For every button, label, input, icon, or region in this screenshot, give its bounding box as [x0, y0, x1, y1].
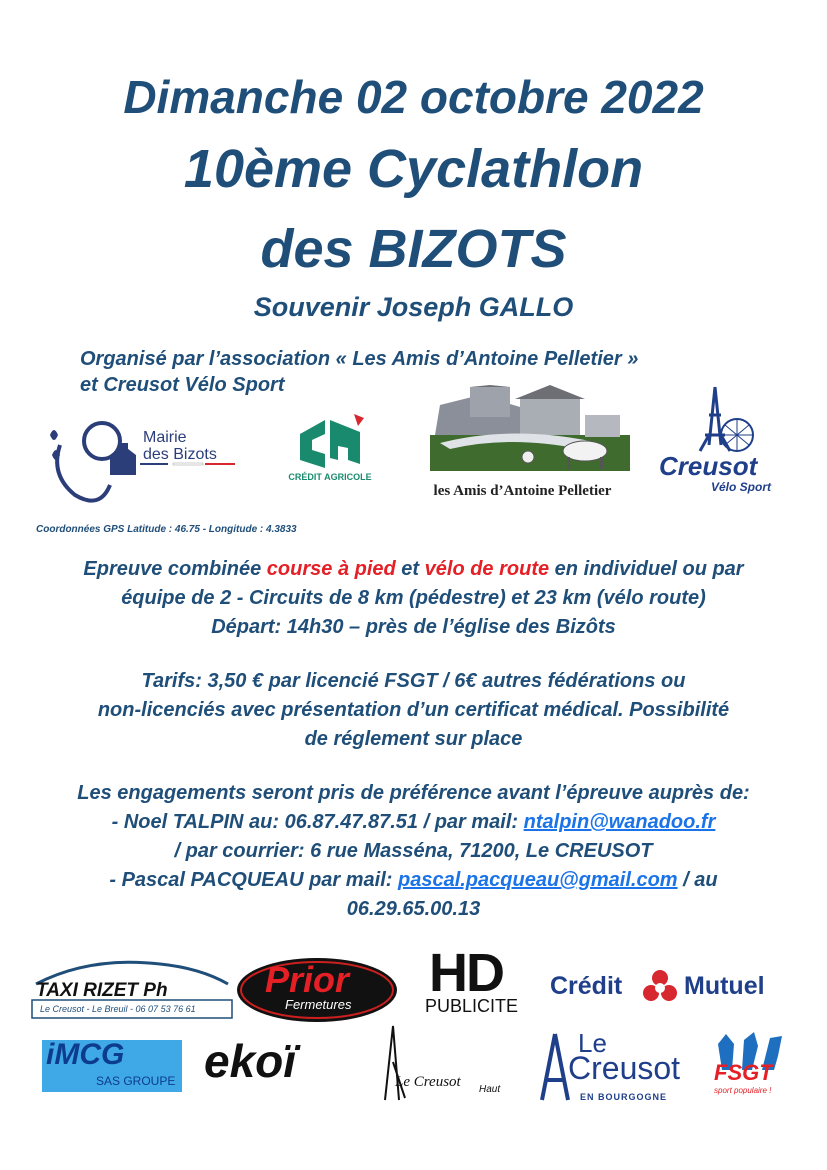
- ekoi-logo: [200, 1035, 360, 1090]
- amis-pelletier-label: les Amis d’Antoine Pelletier: [433, 483, 612, 499]
- credit-mutuel-label-a: Crédit: [550, 972, 623, 1000]
- le-creusot-haut-logo: [375, 1022, 505, 1102]
- engagements-line4: [0, 866, 827, 895]
- eiffel-tower-icon: [655, 385, 775, 455]
- prior-fermetures-logo: [235, 955, 400, 1025]
- event-title-line2: des BIZOTS: [260, 219, 567, 279]
- credit-agricole-label: CRÉDIT AGRICOLE: [288, 472, 372, 482]
- mairie-logo-line1: Mairie: [143, 429, 187, 446]
- le-creusot-name: Creusot: [568, 1050, 681, 1086]
- mairie-bizots-logo: [40, 415, 260, 515]
- tarifs-line1: Tarifs: 3,50 € par licencié FSGT / 6€ autres fédérations ou: [141, 670, 686, 692]
- creusot-logo-sub: Vélo Sport: [711, 480, 772, 494]
- email-link-talpin[interactable]: ntalpin@wanadoo.fr: [523, 811, 716, 833]
- imcg-label: iMCG: [46, 1038, 125, 1071]
- prior-sub: Fermetures: [285, 997, 352, 1012]
- organizer-line1: Organisé par l’association « Les Amis d’Antoine Pelletier »: [80, 348, 639, 370]
- fsgt-logo: [712, 1030, 792, 1110]
- amis-pelletier-logo: [410, 385, 635, 505]
- taxi-sub: Le Creusot - Le Breuil - 06 07 53 76 61: [40, 1004, 196, 1014]
- event-description-line1: [0, 555, 827, 584]
- le-creusot-sub: EN BOURGOGNE: [580, 1092, 668, 1102]
- engagements-line2: [0, 808, 827, 837]
- fsgt-label: FSGT: [714, 1060, 773, 1085]
- hd-sub: PUBLICITE: [425, 996, 519, 1016]
- credit-mutuel-label-b: Mutuel: [684, 972, 765, 1000]
- credit-agricole-emblem-icon: [280, 412, 380, 472]
- imcg-logo: [42, 1040, 182, 1092]
- event-subtitle: Souvenir Joseph GALLO: [253, 292, 574, 322]
- taxi-rizet-logo: [30, 960, 235, 1020]
- contact-text: / au: [677, 869, 718, 891]
- contact-text: - Noel TALPIN au: 06.87.47.87.51 / par mail:: [111, 811, 524, 833]
- mairie-logo-line2: des Bizots: [143, 446, 217, 463]
- taxi-label: TAXI RIZET Ph: [36, 980, 168, 1001]
- event-date: Dimanche 02 octobre 2022: [123, 71, 704, 123]
- engagements-line3: / par courrier: 6 rue Masséna, 71200, Le CREUSOT: [174, 840, 653, 862]
- email-link-pacqueau[interactable]: pascal.pacqueau@gmail.com: [397, 869, 678, 891]
- running-highlight: course à pied: [266, 558, 396, 580]
- event-text: Epreuve combinée: [83, 558, 267, 580]
- credit-mutuel-logo: [550, 968, 790, 1008]
- cycling-highlight: vélo de route: [424, 558, 550, 580]
- event-text: en individuel ou par: [549, 558, 744, 580]
- creusot-velo-sport-logo: [655, 385, 775, 495]
- credit-mutuel-emblem-icon: [642, 968, 678, 1004]
- ekoi-label: ekoï: [204, 1035, 297, 1087]
- tarifs-line3: de réglement sur place: [304, 728, 523, 750]
- hd-label: HD: [429, 943, 503, 1003]
- le-creusot-le: Le: [578, 1028, 607, 1058]
- tarifs-line2: non-licenciés avec présentation d’un certificat médical. Possibilité: [97, 699, 730, 721]
- engagements-line5: 06.29.65.00.13: [346, 898, 481, 920]
- event-title-line1: 10ème Cyclathlon: [183, 139, 644, 199]
- le-creusot-script: Le Creusot: [395, 1074, 461, 1090]
- le-creusot-bourgogne-logo: [530, 1030, 710, 1108]
- contact-text: - Pascal PACQUEAU par mail:: [109, 869, 398, 891]
- fsgt-sub: sport populaire !: [714, 1086, 772, 1095]
- engagements-line1: Les engagements seront pris de préférence avant l’épreuve auprès de:: [77, 782, 750, 804]
- prior-label: Prior: [265, 959, 350, 1000]
- le-creusot-script-sub: Haut: [479, 1084, 501, 1095]
- gps-coordinates: Coordonnées GPS Latitude : 46.75 - Longitude : 4.3833: [36, 524, 297, 535]
- organizer-line2: et Creusot Vélo Sport: [80, 374, 285, 396]
- hd-publicite-logo: [425, 943, 525, 1023]
- event-text: et: [395, 558, 425, 580]
- event-start: Départ: 14h30 – près de l’église des Bizôts: [211, 616, 616, 638]
- farm-illustration-icon: [410, 385, 635, 475]
- creusot-logo-name: Creusot: [659, 451, 758, 481]
- credit-agricole-logo: [280, 412, 380, 492]
- event-description-line2: équipe de 2 - Circuits de 8 km (pédestre) et 23 km (vélo route): [121, 587, 706, 609]
- imcg-sub: SAS GROUPE: [96, 1074, 176, 1088]
